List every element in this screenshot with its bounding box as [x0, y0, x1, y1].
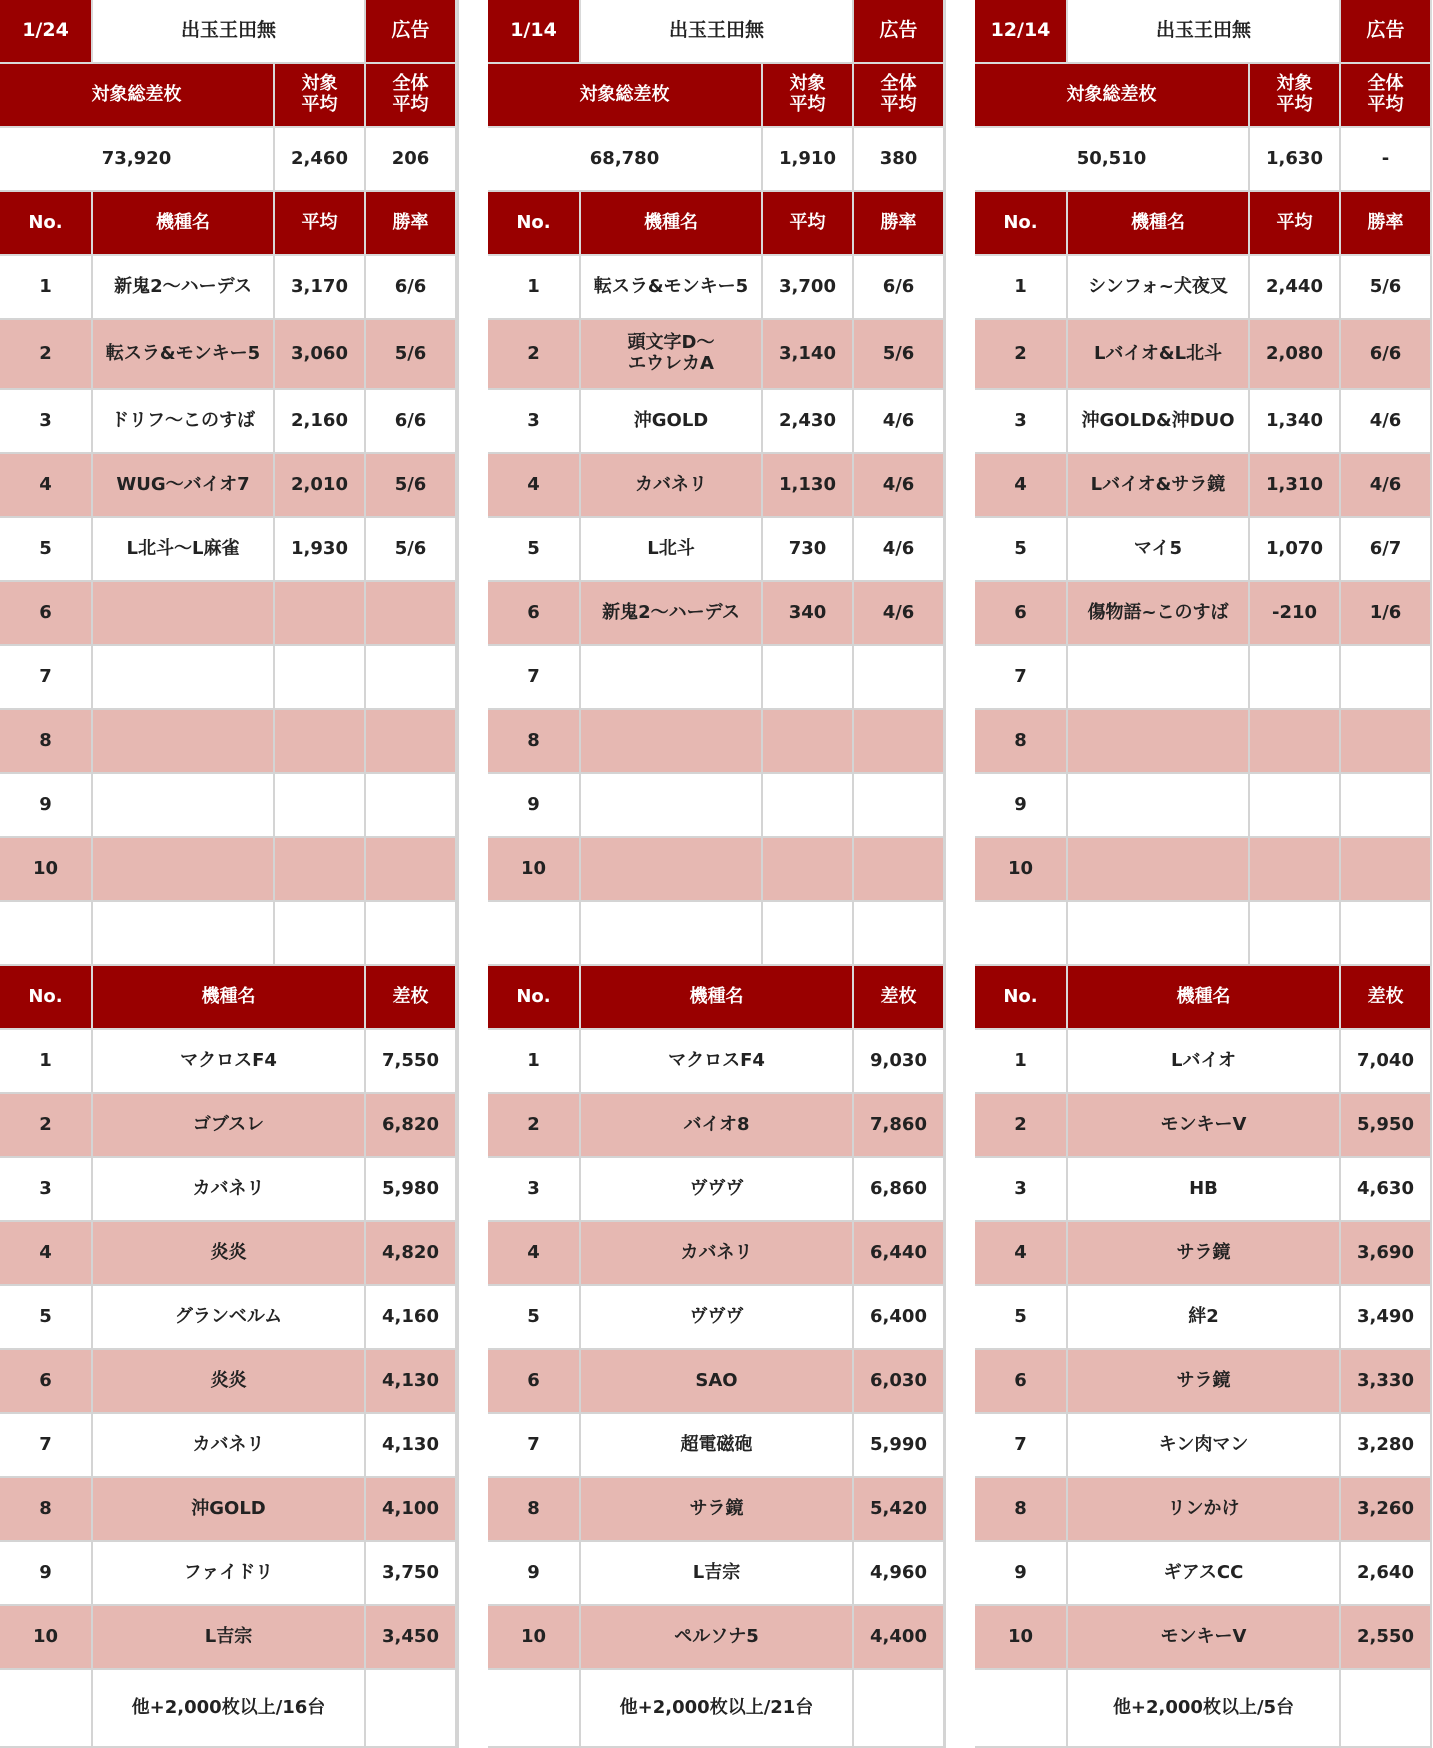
- top-row-diff: 3,280: [1341, 1414, 1432, 1478]
- model-row-no: 5: [975, 518, 1068, 582]
- model-row-winrate: 6/6: [366, 390, 457, 454]
- top-row-name: L吉宗: [93, 1606, 366, 1670]
- model-row-avg: 2,430: [763, 390, 854, 454]
- top-row-diff: 3,450: [366, 1606, 457, 1670]
- model-row-name: 転スラ&モンキー5: [93, 320, 275, 390]
- top-row-no: 4: [975, 1222, 1068, 1286]
- top-row-no: 2: [0, 1094, 93, 1158]
- model-row-avg: [763, 838, 854, 902]
- model-header-no: No.: [488, 192, 581, 256]
- summary-total-value: 68,780: [488, 128, 763, 192]
- model-row-avg: [763, 710, 854, 774]
- model-row-avg: [275, 838, 366, 902]
- model-row-name: [1068, 774, 1250, 838]
- model-row-no: 9: [488, 774, 581, 838]
- model-row-name: 転スラ&モンキー5: [581, 256, 763, 320]
- model-row-avg: 340: [763, 582, 854, 646]
- model-row-no: 1: [488, 256, 581, 320]
- model-row-winrate: 4/6: [1341, 390, 1432, 454]
- top-row-name: カバネリ: [93, 1414, 366, 1478]
- top-row-name: カバネリ: [93, 1158, 366, 1222]
- top-row-name: ギアスCC: [1068, 1542, 1341, 1606]
- top-row-diff: 4,400: [854, 1606, 945, 1670]
- top-row-no: 2: [975, 1094, 1068, 1158]
- top-row-no: 3: [488, 1158, 581, 1222]
- top-row-diff: 2,640: [1341, 1542, 1432, 1606]
- model-header-no: No.: [0, 192, 93, 256]
- top-header-no: No.: [975, 966, 1068, 1030]
- spacer-cell: [0, 902, 93, 966]
- model-row-winrate: 5/6: [366, 518, 457, 582]
- panel-date: 1/14: [488, 0, 581, 64]
- top-row-name: サラ鏡: [1068, 1350, 1341, 1414]
- top-row-no: 6: [0, 1350, 93, 1414]
- model-row-no: 4: [488, 454, 581, 518]
- spacer-cell: [1250, 902, 1341, 966]
- model-row-no: 4: [975, 454, 1068, 518]
- footer-blank-right: [1341, 1670, 1432, 1748]
- top-row-no: 9: [0, 1542, 93, 1606]
- top-row-no: 9: [488, 1542, 581, 1606]
- model-row-avg: 2,010: [275, 454, 366, 518]
- model-row-winrate: 5/6: [1341, 256, 1432, 320]
- shop-name: 出玉王田無: [93, 0, 366, 64]
- spacer-cell: [763, 902, 854, 966]
- top-row-no: 3: [0, 1158, 93, 1222]
- model-row-winrate: 5/6: [854, 320, 945, 390]
- model-row-avg: [1250, 774, 1341, 838]
- footer-blank-right: [854, 1670, 945, 1748]
- model-header-avg: 平均: [275, 192, 366, 256]
- summary-header-target-avg: 対象 平均: [275, 64, 366, 128]
- top-row-no: 7: [975, 1414, 1068, 1478]
- top-row-no: 4: [0, 1222, 93, 1286]
- spacer-cell: [275, 902, 366, 966]
- summary-overall-avg-value: -: [1341, 128, 1432, 192]
- model-row-avg: [763, 646, 854, 710]
- model-row-name: 傷物語~このすば: [1068, 582, 1250, 646]
- top-header-name: 機種名: [1068, 966, 1341, 1030]
- model-row-winrate: [366, 838, 457, 902]
- model-row-avg: [1250, 710, 1341, 774]
- model-row-avg: 1,340: [1250, 390, 1341, 454]
- summary-header-total: 対象総差枚: [488, 64, 763, 128]
- model-row-no: 10: [975, 838, 1068, 902]
- top-row-name: サラ鏡: [1068, 1222, 1341, 1286]
- top-row-no: 8: [0, 1478, 93, 1542]
- model-row-no: 8: [0, 710, 93, 774]
- model-header-winrate: 勝率: [366, 192, 457, 256]
- model-row-name: Lバイオ&L北斗: [1068, 320, 1250, 390]
- model-row-name: [1068, 646, 1250, 710]
- model-row-name: マイ5: [1068, 518, 1250, 582]
- top-row-no: 8: [488, 1478, 581, 1542]
- model-row-winrate: 6/6: [1341, 320, 1432, 390]
- model-row-winrate: 4/6: [1341, 454, 1432, 518]
- model-row-avg: [275, 646, 366, 710]
- model-row-avg: 1,070: [1250, 518, 1341, 582]
- shop-name: 出玉王田無: [581, 0, 854, 64]
- top-row-diff: 4,630: [1341, 1158, 1432, 1222]
- top-row-name: ゴブスレ: [93, 1094, 366, 1158]
- model-header-winrate: 勝率: [854, 192, 945, 256]
- top-row-name: SAO: [581, 1350, 854, 1414]
- model-row-no: 4: [0, 454, 93, 518]
- top-row-diff: 3,330: [1341, 1350, 1432, 1414]
- model-row-no: 2: [488, 320, 581, 390]
- model-row-no: 3: [975, 390, 1068, 454]
- model-row-avg: [763, 774, 854, 838]
- model-row-avg: 1,130: [763, 454, 854, 518]
- top-row-diff: 7,550: [366, 1030, 457, 1094]
- model-row-name: L北斗: [581, 518, 763, 582]
- top-row-diff: 4,130: [366, 1350, 457, 1414]
- model-row-avg: 730: [763, 518, 854, 582]
- model-row-winrate: 4/6: [854, 582, 945, 646]
- model-row-name: [1068, 710, 1250, 774]
- model-row-winrate: [1341, 774, 1432, 838]
- model-row-name: [581, 838, 763, 902]
- top-row-diff: 6,820: [366, 1094, 457, 1158]
- model-header-name: 機種名: [1068, 192, 1250, 256]
- model-row-name: 頭文字D～ エウレカA: [581, 320, 763, 390]
- model-row-avg: [275, 710, 366, 774]
- spacer-cell: [1341, 902, 1432, 966]
- model-header-name: 機種名: [93, 192, 275, 256]
- footer-blank-left: [488, 1670, 581, 1748]
- top-row-name: モンキーV: [1068, 1606, 1341, 1670]
- model-row-name: 沖GOLD&沖DUO: [1068, 390, 1250, 454]
- top-row-name: 超電磁砲: [581, 1414, 854, 1478]
- top-row-name: モンキーV: [1068, 1094, 1341, 1158]
- top-header-name: 機種名: [581, 966, 854, 1030]
- model-row-no: 9: [975, 774, 1068, 838]
- top-row-name: ファイドリ: [93, 1542, 366, 1606]
- top-row-diff: 4,160: [366, 1286, 457, 1350]
- top-row-name: グランベルム: [93, 1286, 366, 1350]
- summary-target-avg-value: 1,910: [763, 128, 854, 192]
- top-row-diff: 7,860: [854, 1094, 945, 1158]
- model-row-winrate: 4/6: [854, 518, 945, 582]
- summary-header-overall-avg: 全体 平均: [366, 64, 457, 128]
- model-row-no: 10: [488, 838, 581, 902]
- top-row-name: 沖GOLD: [93, 1478, 366, 1542]
- top-row-diff: 9,030: [854, 1030, 945, 1094]
- spacer-cell: [581, 902, 763, 966]
- model-row-no: 1: [0, 256, 93, 320]
- panel-date: 1/24: [0, 0, 93, 64]
- model-row-no: 2: [975, 320, 1068, 390]
- model-row-no: 1: [975, 256, 1068, 320]
- summary-overall-avg-value: 380: [854, 128, 945, 192]
- ad-label: 広告: [1341, 0, 1432, 64]
- model-row-name: [1068, 838, 1250, 902]
- model-row-name: L北斗～L麻雀: [93, 518, 275, 582]
- top-row-no: 1: [975, 1030, 1068, 1094]
- top-row-no: 5: [0, 1286, 93, 1350]
- top-row-diff: 3,490: [1341, 1286, 1432, 1350]
- model-row-name: 新鬼2～ハーデス: [93, 256, 275, 320]
- summary-total-value: 73,920: [0, 128, 275, 192]
- model-row-avg: 1,930: [275, 518, 366, 582]
- model-row-name: Lバイオ&サラ鏡: [1068, 454, 1250, 518]
- model-row-name: カバネリ: [581, 454, 763, 518]
- model-row-winrate: 6/7: [1341, 518, 1432, 582]
- model-row-winrate: 6/6: [366, 256, 457, 320]
- top-row-diff: 6,400: [854, 1286, 945, 1350]
- top-row-no: 3: [975, 1158, 1068, 1222]
- model-row-no: 9: [0, 774, 93, 838]
- model-row-no: 8: [488, 710, 581, 774]
- top-row-name: L吉宗: [581, 1542, 854, 1606]
- spacer-cell: [366, 902, 457, 966]
- ad-label: 広告: [854, 0, 945, 64]
- summary-header-overall-avg: 全体 平均: [854, 64, 945, 128]
- top-row-name: Lバイオ: [1068, 1030, 1341, 1094]
- top-row-name: マクロスF4: [581, 1030, 854, 1094]
- top-row-name: バイオ8: [581, 1094, 854, 1158]
- summary-header-total: 対象総差枚: [975, 64, 1250, 128]
- model-row-name: WUG～バイオ7: [93, 454, 275, 518]
- top-row-name: HB: [1068, 1158, 1341, 1222]
- top-row-no: 5: [488, 1286, 581, 1350]
- spacer-cell: [93, 902, 275, 966]
- model-row-no: 3: [0, 390, 93, 454]
- model-row-avg: -210: [1250, 582, 1341, 646]
- model-row-name: [93, 646, 275, 710]
- model-row-winrate: [1341, 710, 1432, 774]
- model-row-no: 6: [975, 582, 1068, 646]
- footer-note: 他+2,000枚以上/16台: [93, 1670, 366, 1748]
- top-header-no: No.: [488, 966, 581, 1030]
- model-row-winrate: [854, 838, 945, 902]
- model-row-winrate: [854, 646, 945, 710]
- model-row-winrate: [366, 774, 457, 838]
- top-row-diff: 6,860: [854, 1158, 945, 1222]
- top-row-diff: 6,440: [854, 1222, 945, 1286]
- top-row-name: 炎炎: [93, 1222, 366, 1286]
- model-row-name: 沖GOLD: [581, 390, 763, 454]
- model-row-name: [581, 646, 763, 710]
- top-row-no: 7: [0, 1414, 93, 1478]
- model-row-winrate: [366, 582, 457, 646]
- model-row-avg: 3,060: [275, 320, 366, 390]
- footer-blank-right: [366, 1670, 457, 1748]
- top-row-no: 6: [488, 1350, 581, 1414]
- model-row-avg: 2,160: [275, 390, 366, 454]
- ad-label: 広告: [366, 0, 457, 64]
- top-header-name: 機種名: [93, 966, 366, 1030]
- top-row-name: マクロスF4: [93, 1030, 366, 1094]
- model-row-avg: 3,140: [763, 320, 854, 390]
- model-row-winrate: [854, 710, 945, 774]
- footer-blank-left: [975, 1670, 1068, 1748]
- top-row-diff: 5,420: [854, 1478, 945, 1542]
- model-row-winrate: 5/6: [366, 454, 457, 518]
- top-row-name: 炎炎: [93, 1350, 366, 1414]
- summary-target-avg-value: 2,460: [275, 128, 366, 192]
- model-row-winrate: 6/6: [854, 256, 945, 320]
- model-row-name: [93, 710, 275, 774]
- model-row-winrate: 1/6: [1341, 582, 1432, 646]
- summary-header-target-avg: 対象 平均: [1250, 64, 1341, 128]
- model-row-no: 8: [975, 710, 1068, 774]
- top-header-no: No.: [0, 966, 93, 1030]
- top-row-diff: 5,980: [366, 1158, 457, 1222]
- model-row-name: [93, 774, 275, 838]
- top-row-no: 10: [488, 1606, 581, 1670]
- model-row-name: [93, 838, 275, 902]
- model-row-winrate: [1341, 646, 1432, 710]
- model-row-name: [581, 710, 763, 774]
- model-header-winrate: 勝率: [1341, 192, 1432, 256]
- top-row-no: 8: [975, 1478, 1068, 1542]
- spacer-cell: [975, 902, 1068, 966]
- footer-blank-left: [0, 1670, 93, 1748]
- model-row-avg: 3,170: [275, 256, 366, 320]
- model-row-name: 新鬼2～ハーデス: [581, 582, 763, 646]
- model-row-no: 5: [0, 518, 93, 582]
- top-row-name: ペルソナ5: [581, 1606, 854, 1670]
- model-row-avg: [275, 582, 366, 646]
- top-row-name: ヴヴヴ: [581, 1158, 854, 1222]
- top-row-diff: 5,990: [854, 1414, 945, 1478]
- top-row-no: 10: [0, 1606, 93, 1670]
- footer-note: 他+2,000枚以上/21台: [581, 1670, 854, 1748]
- top-header-diff: 差枚: [1341, 966, 1432, 1030]
- top-row-no: 1: [488, 1030, 581, 1094]
- top-row-no: 7: [488, 1414, 581, 1478]
- top-row-name: キン肉マン: [1068, 1414, 1341, 1478]
- model-row-winrate: 5/6: [366, 320, 457, 390]
- top-row-no: 2: [488, 1094, 581, 1158]
- model-row-no: 2: [0, 320, 93, 390]
- top-row-no: 10: [975, 1606, 1068, 1670]
- top-row-name: サラ鏡: [581, 1478, 854, 1542]
- model-row-avg: 2,080: [1250, 320, 1341, 390]
- top-header-diff: 差枚: [366, 966, 457, 1030]
- model-row-name: シンフォ~犬夜叉: [1068, 256, 1250, 320]
- summary-target-avg-value: 1,630: [1250, 128, 1341, 192]
- summary-header-target-avg: 対象 平均: [763, 64, 854, 128]
- top-row-diff: 4,100: [366, 1478, 457, 1542]
- panel-date: 12/14: [975, 0, 1068, 64]
- model-row-avg: [275, 774, 366, 838]
- top-row-no: 5: [975, 1286, 1068, 1350]
- model-header-avg: 平均: [763, 192, 854, 256]
- top-row-diff: 5,950: [1341, 1094, 1432, 1158]
- top-row-diff: 3,260: [1341, 1478, 1432, 1542]
- shop-name: 出玉王田無: [1068, 0, 1341, 64]
- model-row-no: 5: [488, 518, 581, 582]
- spacer-cell: [488, 902, 581, 966]
- model-row-no: 6: [488, 582, 581, 646]
- model-row-no: 7: [488, 646, 581, 710]
- model-row-name: [93, 582, 275, 646]
- model-row-winrate: [1341, 838, 1432, 902]
- summary-overall-avg-value: 206: [366, 128, 457, 192]
- summary-total-value: 50,510: [975, 128, 1250, 192]
- model-row-no: 7: [975, 646, 1068, 710]
- model-row-winrate: 4/6: [854, 390, 945, 454]
- top-row-no: 1: [0, 1030, 93, 1094]
- top-row-diff: 3,750: [366, 1542, 457, 1606]
- footer-note: 他+2,000枚以上/5台: [1068, 1670, 1341, 1748]
- top-row-diff: 6,030: [854, 1350, 945, 1414]
- model-row-no: 3: [488, 390, 581, 454]
- top-header-diff: 差枚: [854, 966, 945, 1030]
- model-row-name: [581, 774, 763, 838]
- summary-header-overall-avg: 全体 平均: [1341, 64, 1432, 128]
- top-row-no: 9: [975, 1542, 1068, 1606]
- model-row-avg: [1250, 838, 1341, 902]
- top-row-name: カバネリ: [581, 1222, 854, 1286]
- model-header-no: No.: [975, 192, 1068, 256]
- model-row-no: 7: [0, 646, 93, 710]
- top-row-diff: 4,820: [366, 1222, 457, 1286]
- top-row-name: リンかけ: [1068, 1478, 1341, 1542]
- top-row-no: 6: [975, 1350, 1068, 1414]
- top-row-name: ヴヴヴ: [581, 1286, 854, 1350]
- top-row-diff: 4,960: [854, 1542, 945, 1606]
- top-row-name: 絆2: [1068, 1286, 1341, 1350]
- model-row-avg: 1,310: [1250, 454, 1341, 518]
- model-row-avg: 3,700: [763, 256, 854, 320]
- model-header-avg: 平均: [1250, 192, 1341, 256]
- model-row-no: 10: [0, 838, 93, 902]
- top-row-diff: 2,550: [1341, 1606, 1432, 1670]
- model-row-no: 6: [0, 582, 93, 646]
- top-row-diff: 4,130: [366, 1414, 457, 1478]
- model-row-winrate: [366, 646, 457, 710]
- spacer-cell: [1068, 902, 1250, 966]
- model-row-winrate: [366, 710, 457, 774]
- top-row-no: 4: [488, 1222, 581, 1286]
- spacer-cell: [854, 902, 945, 966]
- model-row-avg: [1250, 646, 1341, 710]
- top-row-diff: 3,690: [1341, 1222, 1432, 1286]
- model-row-name: ドリフ～このすば: [93, 390, 275, 454]
- model-row-winrate: [854, 774, 945, 838]
- summary-header-total: 対象総差枚: [0, 64, 275, 128]
- model-header-name: 機種名: [581, 192, 763, 256]
- model-row-winrate: 4/6: [854, 454, 945, 518]
- top-row-diff: 7,040: [1341, 1030, 1432, 1094]
- model-row-avg: 2,440: [1250, 256, 1341, 320]
